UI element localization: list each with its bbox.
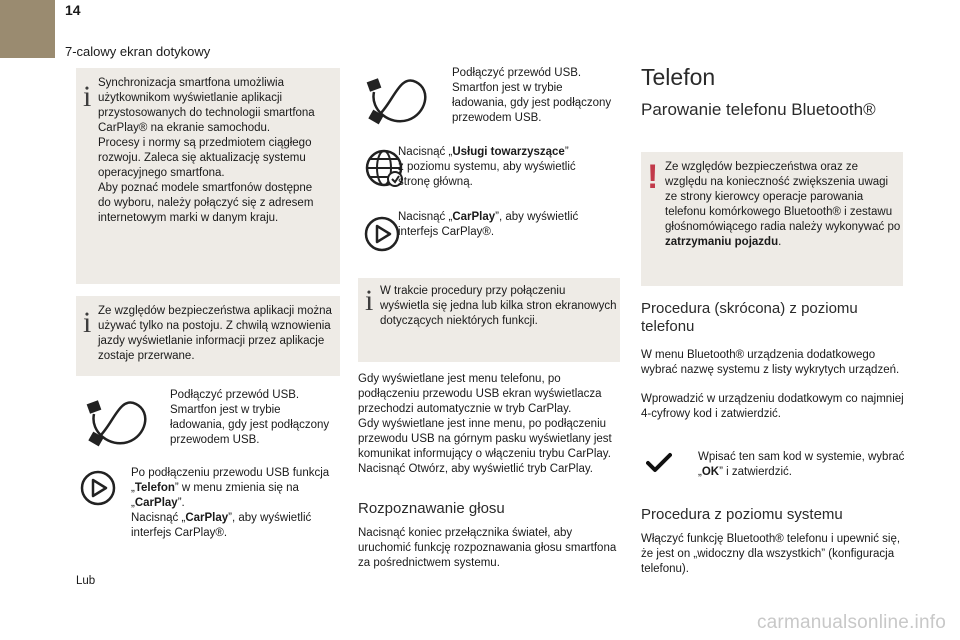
carplay-step-text: Nacisnąć „CarPlay”, aby wyświetlić interfejs CarPlay®.	[398, 211, 579, 238]
info-icon: i	[365, 284, 374, 317]
info-box-text: W trakcie procedury przy połączeniu wyświetla się jedna lub kilka stron ekranowych dotyczących niektórych funkcji.	[380, 285, 617, 327]
info-icon: i	[83, 80, 92, 113]
carplay-step-text: Po podłączeniu przewodu USB funkcja „Telefon” w menu zmienia się na „CarPlay”. Nacisnąć „CarPlay”, aby wyświetlić interfejs CarPlay®.	[131, 467, 330, 539]
info-box-procedure	[358, 278, 620, 362]
warning-text: Ze względów bezpieczeństwa oraz ze względu na konieczność zwiększenia uwagi ze strony kierowcy operacje parowania telefonu komórkowego Bluetooth® i zestawu głośnomówiącego radia należy wykonywać po zatrzymaniu pojazdu.	[665, 161, 901, 248]
section-title: Telefon	[641, 64, 716, 90]
carplay-icon	[362, 214, 402, 254]
usb-step-text: Podłączyć przewód USB. Smartfon jest w trybie ładowania, gdy jest podłączony przewodem USB.	[452, 67, 612, 124]
services-step-text: Nacisnąć „Usługi towarzyszące” z poziomu systemu, aby wyświetlić stronę główną.	[398, 146, 576, 188]
usb-cable-icon	[80, 392, 156, 452]
warning-icon: !	[647, 158, 659, 196]
page-number: 14	[65, 2, 81, 18]
info-box-carplay	[76, 68, 340, 284]
short-procedure-p1: W menu Bluetooth® urządzenia dodatkowego wybrać nazwę systemu z listy wykrytych urządzeń.	[641, 349, 900, 376]
carplay-icon	[78, 468, 118, 508]
system-procedure-heading: Procedura z poziomu systemu	[641, 506, 843, 523]
info-box-text: Synchronizacja smartfona umożliwia użytkownikom wyświetlanie aplikacji przystosowanych do technologii smartfona CarPlay® na ekranie samochodu. Procesy i normy są przedmiotem ciągłego rozwoju. Zaleca się aktualizację systemu operacyjnego smartfona. Aby poznać modele smartfonów dostępne do wyboru, należy połączyć się z adresem internetowym marki w danym kraju.	[98, 77, 315, 224]
system-procedure-text: Włączyć funkcję Bluetooth® telefonu i upewnić się, że jest on „widoczny dla wszystkich” (konfiguracja telefonu).	[641, 533, 901, 575]
short-procedure-heading: Procedura (skrócona) z poziomu telefonu	[641, 300, 858, 335]
or-label: Lub	[76, 575, 96, 587]
confirm-step-text: Wpisać ten sam kod w systemie, wybrać „OK” i zatwierdzić.	[698, 451, 905, 478]
chapter-title: 7-calowy ekran dotykowy	[65, 44, 211, 59]
voice-recognition-text: Nacisnąć koniec przełącznika świateł, aby uruchomić funkcję rozpoznawania głosu smartfona za pośrednictwem systemu.	[358, 527, 617, 569]
page-tab	[0, 0, 55, 58]
pairing-heading: Parowanie telefonu Bluetooth®	[641, 100, 876, 119]
checkmark-icon	[646, 452, 672, 474]
info-icon: i	[83, 306, 92, 339]
voice-recognition-heading: Rozpoznawanie głosu	[358, 500, 505, 517]
watermark: carmanualsonline.info	[756, 612, 946, 633]
usb-step-text: Podłączyć przewód USB. Smartfon jest w trybie ładowania, gdy jest podłączony przewodem USB.	[170, 389, 330, 446]
carplay-mode-text: Gdy wyświetlane jest menu telefonu, po podłączeniu przewodu USB ekran wyświetlacza przechodzi automatycznie w tryb CarPlay. Gdy wyświetlane jest inne menu, po podłączeniu przewodu USB na górnym pasku wyświetlany jest komunikat informujący o włączeniu trybu CarPlay. Nacisnąć Otwórz, aby wyświetlić tryb CarPlay.	[358, 373, 612, 475]
info-box-safety	[76, 296, 340, 376]
short-procedure-p2: Wprowadzić w urządzeniu dodatkowym co najmniej 4-cyfrowy kod i zatwierdzić.	[641, 393, 904, 420]
usb-cable-icon	[360, 70, 436, 130]
warning-box	[641, 152, 903, 286]
info-box-text: Ze względów bezpieczeństwa aplikacji można używać tylko na postoju. Z chwilą wznowienia jazdy wyświetlanie informacji przez aplikacje zostaje przerwane.	[98, 305, 332, 362]
